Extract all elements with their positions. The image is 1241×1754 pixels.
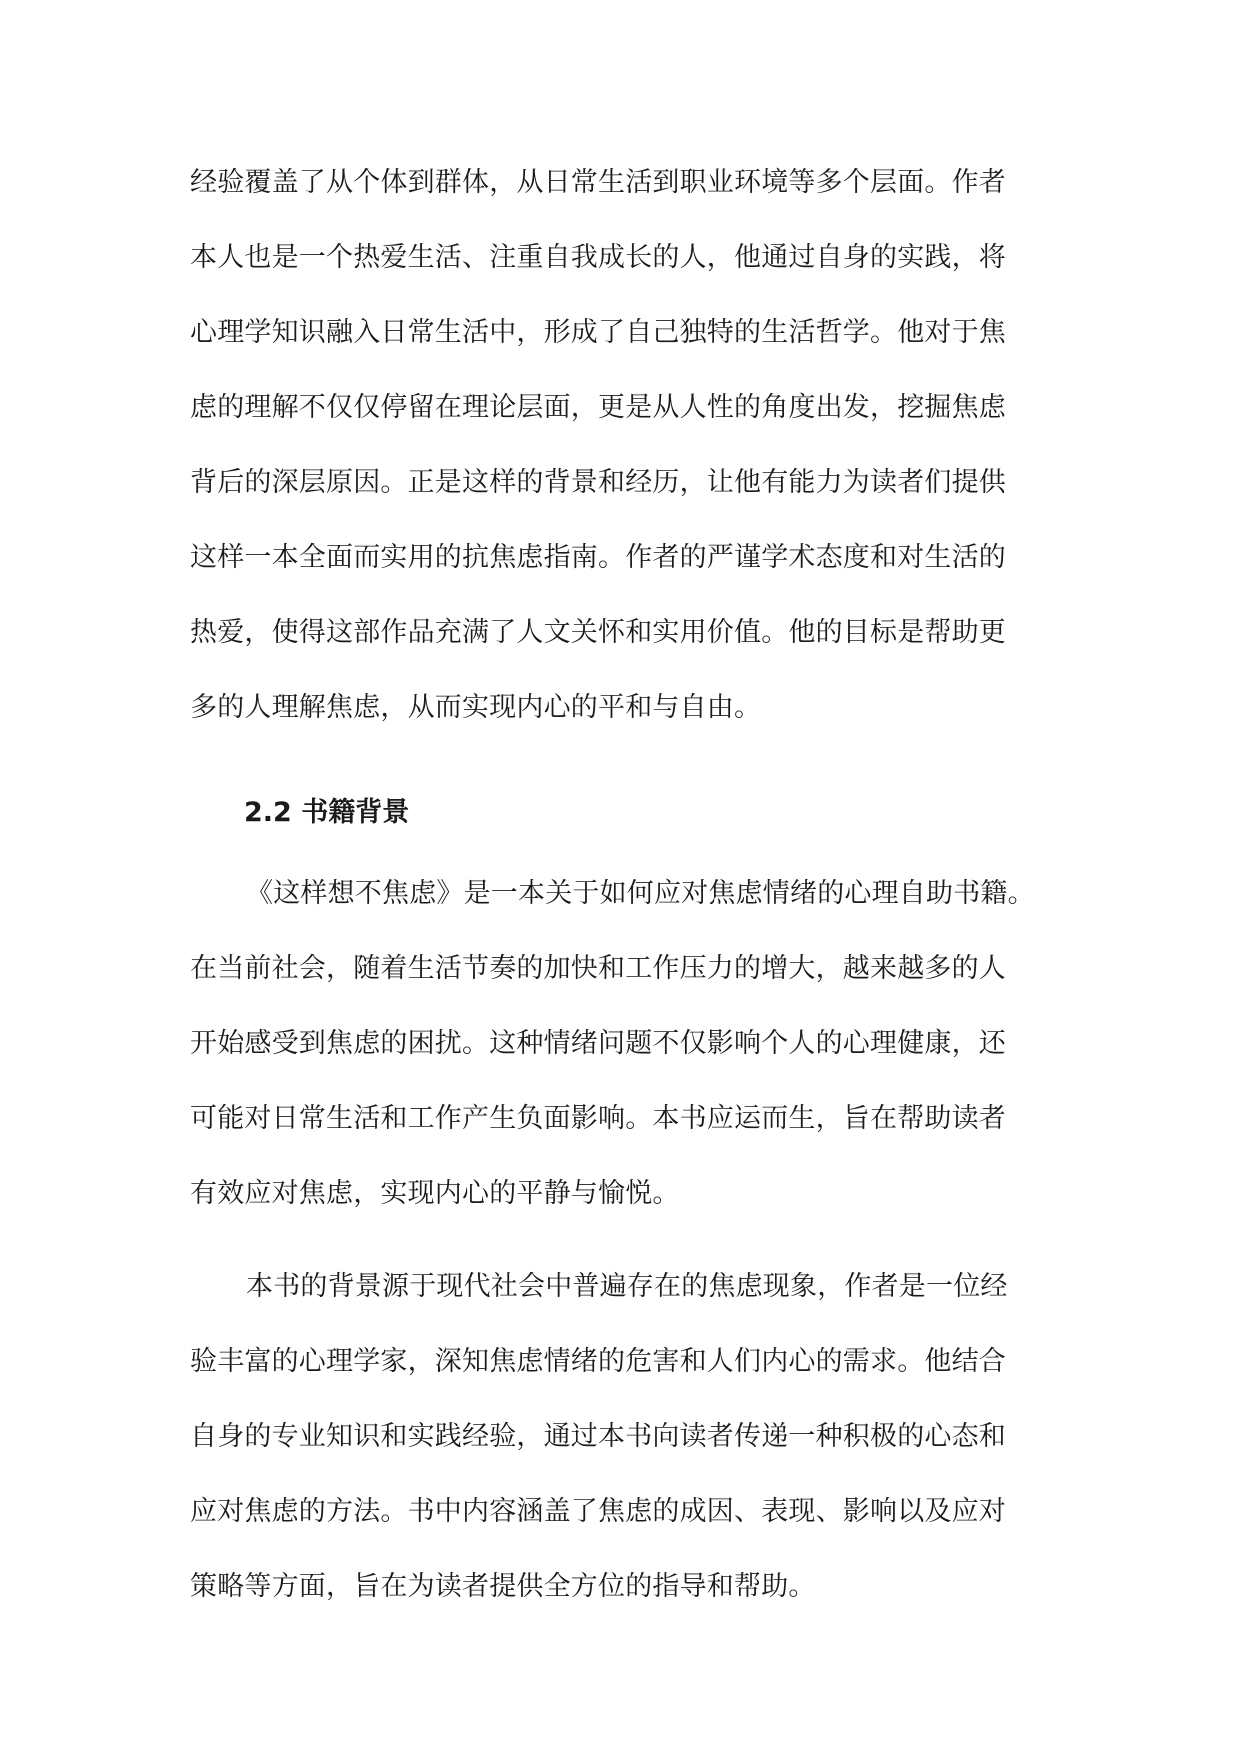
text-line: 心理学知识融入日常生活中，形成了自己独特的生活哲学。他对于焦 [190,317,1006,348]
text-line: 应对焦虑的方法。书中内容涵盖了焦虑的成因、表现、影响以及应对 [190,1496,1006,1527]
text-line: 在当前社会，随着生活节奏的加快和工作压力的增大，越来越多的人 [190,953,1006,984]
section-heading: 2.2 书籍背景 [244,797,410,828]
text-line: 开始感受到焦虑的困扰。这种情绪问题不仅影响个人的心理健康，还 [190,1028,1006,1059]
text-line: 有效应对焦虑，实现内心的平静与愉悦。 [190,1178,680,1209]
text-line: 本书的背景源于现代社会中普遍存在的焦虑现象，作者是一位经 [246,1271,1008,1302]
paragraph-author-intro [190,145,1060,745]
text-line: 验丰富的心理学家，深知焦虑情绪的危害和人们内心的需求。他结合 [190,1346,1006,1377]
document-body [190,145,1060,1624]
text-line: 策略等方面，旨在为读者提供全方位的指导和帮助。 [190,1571,816,1602]
text-line: 自身的专业知识和实践经验，通过本书向读者传递一种积极的心态和 [190,1421,1006,1452]
text-line: 热爱，使得这部作品充满了人文关怀和实用价值。他的目标是帮助更 [190,617,1006,648]
paragraph-spacer [190,1231,1060,1249]
text-line: 本人也是一个热爱生活、注重自我成长的人，他通过自身的实践，将 [190,242,1006,273]
text-line: 可能对日常生活和工作产生负面影响。本书应运而生，旨在帮助读者 [190,1103,1006,1134]
text-line: 背后的深层原因。正是这样的背景和经历，让他有能力为读者们提供 [190,467,1006,498]
paragraph-book-origin [190,1249,1060,1624]
text-line: 这样一本全面而实用的抗焦虑指南。作者的严谨学术态度和对生活的 [190,542,1006,573]
text-line: 虑的理解不仅仅停留在理论层面，更是从人性的角度出发，挖掘焦虑 [190,392,1006,423]
text-line: 多的人理解焦虑，从而实现内心的平和与自由。 [190,692,762,723]
paragraph-book-background [190,856,1060,1231]
text-line: 《这样想不焦虑》是一本关于如何应对焦虑情绪的心理自助书籍。 [246,878,1035,909]
text-line: 经验覆盖了从个体到群体，从日常生活到职业环境等多个层面。作者 [190,167,1006,198]
